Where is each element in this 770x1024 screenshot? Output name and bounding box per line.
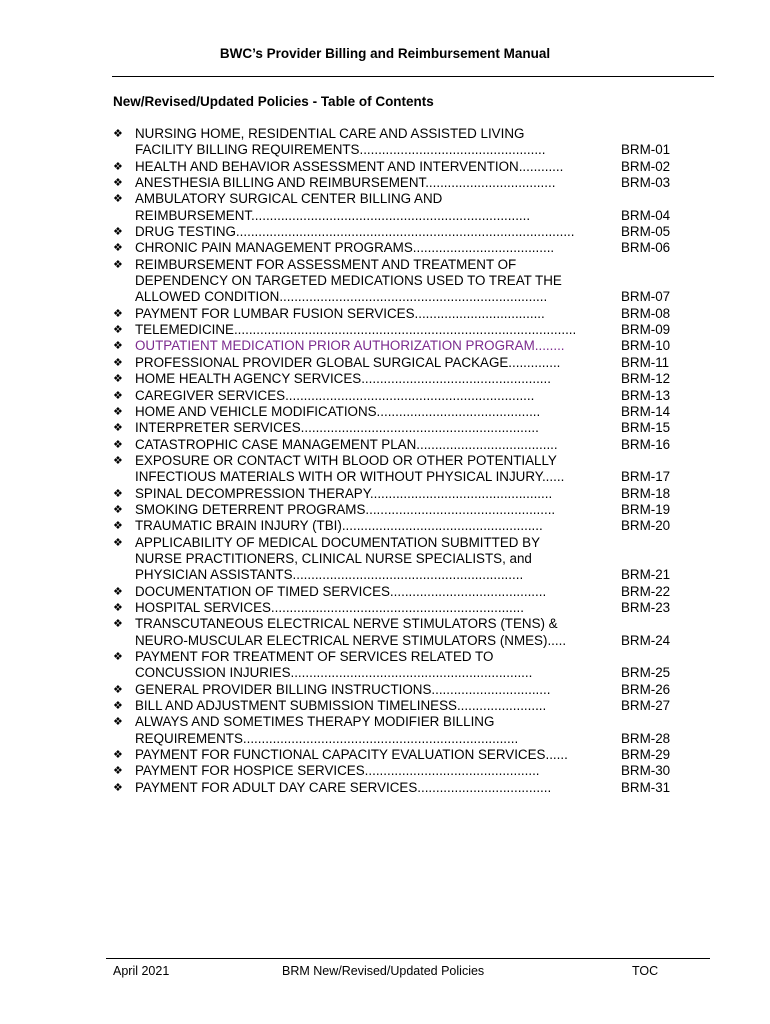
toc-entry-page-code: BRM-23 <box>621 599 671 615</box>
toc-entry <box>113 453 673 486</box>
toc-entry-text: CATASTROPHIC CASE MANAGEMENT PLAN...................................... <box>135 436 558 452</box>
diamond-bullet-icon: ❖ <box>113 160 123 173</box>
toc-entry-page-code: BRM-20 <box>621 518 671 534</box>
toc-entry-page-code: BRM-17 <box>621 469 671 485</box>
toc-entry <box>113 698 673 714</box>
footer-divider <box>106 958 710 959</box>
diamond-bullet-icon: ❖ <box>113 258 123 271</box>
toc-entry-text: SPINAL DECOMPRESSION THERAPY................................................. <box>135 485 553 501</box>
diamond-bullet-icon: ❖ <box>113 193 123 206</box>
toc-entry-page-code: BRM-22 <box>621 583 671 599</box>
diamond-bullet-icon: ❖ <box>113 405 123 418</box>
toc-entry <box>113 714 673 747</box>
table-of-contents <box>113 126 673 796</box>
diamond-bullet-icon: ❖ <box>113 242 123 255</box>
toc-entry-text: INFECTIOUS MATERIALS WITH OR WITHOUT PHYSICAL INJURY...... <box>135 469 565 485</box>
diamond-bullet-icon: ❖ <box>113 177 123 190</box>
toc-entry-text: HOME HEALTH AGENCY SERVICES................................................... <box>135 371 551 387</box>
toc-entry <box>113 502 673 518</box>
toc-entry-text: EXPOSURE OR CONTACT WITH BLOOD OR OTHER POTENTIALLY <box>135 452 557 468</box>
toc-entry <box>113 584 673 600</box>
toc-entry-page-code: BRM-03 <box>621 175 671 191</box>
toc-entry-page-code: BRM-25 <box>621 665 671 681</box>
toc-entry-page-code: BRM-26 <box>621 681 671 697</box>
toc-entry-page-code: BRM-07 <box>621 289 671 305</box>
toc-entry-page-code: BRM-29 <box>621 747 671 763</box>
diamond-bullet-icon: ❖ <box>113 422 123 435</box>
toc-entry-page-code: BRM-31 <box>621 779 671 795</box>
toc-entry-text: NURSE PRACTITIONERS, CLINICAL NURSE SPECIALISTS, and <box>135 550 532 566</box>
diamond-bullet-icon: ❖ <box>113 618 123 631</box>
toc-entry-page-code: BRM-04 <box>621 207 671 223</box>
diamond-bullet-icon: ❖ <box>113 389 123 402</box>
diamond-bullet-icon: ❖ <box>113 683 123 696</box>
toc-entry <box>113 616 673 649</box>
toc-entry <box>113 126 673 159</box>
toc-entry-text: PAYMENT FOR FUNCTIONAL CAPACITY EVALUATION SERVICES...... <box>135 747 568 763</box>
toc-entry-text: CONCUSSION INJURIES................................................................. <box>135 665 533 681</box>
toc-entry-text: GENERAL PROVIDER BILLING INSTRUCTIONS................................ <box>135 681 551 697</box>
diamond-bullet-icon: ❖ <box>113 536 123 549</box>
diamond-bullet-icon: ❖ <box>113 700 123 713</box>
diamond-bullet-icon: ❖ <box>113 601 123 614</box>
toc-entry-text: DOCUMENTATION OF TIMED SERVICES.......................................... <box>135 583 547 599</box>
toc-entry-page-code: BRM-09 <box>621 322 671 338</box>
toc-entry-text: PAYMENT FOR ADULT DAY CARE SERVICES.................................... <box>135 779 552 795</box>
toc-entry <box>113 600 673 616</box>
diamond-bullet-icon: ❖ <box>113 781 123 794</box>
toc-entry-page-code: BRM-05 <box>621 224 671 240</box>
toc-entry-page-code: BRM-10 <box>621 338 671 354</box>
diamond-bullet-icon: ❖ <box>113 487 123 500</box>
footer-section: BRM New/Revised/Updated Policies <box>282 964 485 978</box>
diamond-bullet-icon: ❖ <box>113 340 123 353</box>
toc-entry-text: HOSPITAL SERVICES.................................................................... <box>135 599 524 615</box>
toc-entry-page-code: BRM-21 <box>621 567 671 583</box>
toc-entry <box>113 257 673 306</box>
toc-entry-text: TRAUMATIC BRAIN INJURY (TBI)...................................................... <box>135 518 543 534</box>
toc-entry-text: REQUIREMENTS.......................................................................... <box>135 730 519 746</box>
toc-entry-text: PAYMENT FOR LUMBAR FUSION SERVICES................................... <box>135 305 545 321</box>
toc-entry <box>113 175 673 191</box>
toc-entry <box>113 486 673 502</box>
toc-entry-page-code: BRM-11 <box>621 354 670 370</box>
toc-entry-text: HOME AND VEHICLE MODIFICATIONS............................................ <box>135 403 541 419</box>
diamond-bullet-icon: ❖ <box>113 454 123 467</box>
diamond-bullet-icon: ❖ <box>113 503 123 516</box>
diamond-bullet-icon: ❖ <box>113 128 123 140</box>
toc-entry <box>113 191 673 224</box>
toc-entry-page-code: BRM-30 <box>621 763 671 779</box>
toc-entry-text: NEURO-MUSCULAR ELECTRICAL NERVE STIMULATORS (NMES)..... <box>135 632 567 648</box>
toc-entry <box>113 388 673 404</box>
diamond-bullet-icon: ❖ <box>113 324 123 337</box>
toc-entry-text: PAYMENT FOR HOSPICE SERVICES............................................... <box>135 763 540 779</box>
toc-entry-text: NURSING HOME, RESIDENTIAL CARE AND ASSISTED LIVING <box>135 126 525 141</box>
toc-entry <box>113 355 673 371</box>
toc-entry-page-code: BRM-02 <box>621 158 671 174</box>
toc-entry-page-code: BRM-19 <box>621 501 671 517</box>
diamond-bullet-icon: ❖ <box>113 749 123 762</box>
toc-entry-text: INTERPRETER SERVICES................................................................ <box>135 420 539 436</box>
toc-entry <box>113 763 673 779</box>
diamond-bullet-icon: ❖ <box>113 585 123 598</box>
toc-entry-page-code: BRM-18 <box>621 485 671 501</box>
diamond-bullet-icon: ❖ <box>113 520 123 533</box>
toc-entry <box>113 518 673 534</box>
toc-entry <box>113 306 673 322</box>
toc-entry-page-code: BRM-06 <box>621 240 671 256</box>
toc-entry-page-code: BRM-27 <box>621 698 671 714</box>
toc-entry-page-code: BRM-12 <box>621 371 671 387</box>
footer-page: TOC <box>632 964 659 978</box>
toc-entry-text: PHYSICIAN ASSISTANTS.............................................................. <box>135 567 524 583</box>
toc-entry-page-code: BRM-16 <box>621 436 671 452</box>
toc-entry-text: AMBULATORY SURGICAL CENTER BILLING AND <box>135 191 443 207</box>
toc-entry <box>113 747 673 763</box>
toc-title: New/Revised/Updated Policies - Table of Contents <box>113 94 434 109</box>
diamond-bullet-icon: ❖ <box>113 356 123 369</box>
toc-entry-text: BILL AND ADJUSTMENT SUBMISSION TIMELINESS........................ <box>135 698 547 714</box>
toc-entry[interactable] <box>113 338 673 354</box>
toc-entry <box>113 682 673 698</box>
document-header-title: BWC’s Provider Billing and Reimbursement Manual <box>219 46 551 61</box>
toc-entry-text: CHRONIC PAIN MANAGEMENT PROGRAMS...................................... <box>135 240 555 256</box>
header-divider <box>112 76 714 77</box>
toc-entry <box>113 322 673 338</box>
toc-entry <box>113 535 673 584</box>
toc-entry-page-code: BRM-08 <box>621 305 671 321</box>
toc-entry-text: OUTPATIENT MEDICATION PRIOR AUTHORIZATION PROGRAM........ <box>135 338 565 354</box>
toc-entry <box>113 404 673 420</box>
toc-entry-page-code: BRM-24 <box>621 632 671 648</box>
footer-date: April 2021 <box>113 964 170 978</box>
toc-entry <box>113 240 673 256</box>
toc-entry <box>113 437 673 453</box>
toc-entry-text: ALLOWED CONDITION........................................................................ <box>135 289 548 305</box>
diamond-bullet-icon: ❖ <box>113 307 123 320</box>
toc-entry <box>113 649 673 682</box>
toc-entry-text: ANESTHESIA BILLING AND REIMBURSEMENT................................... <box>135 175 556 191</box>
diamond-bullet-icon: ❖ <box>113 373 123 386</box>
toc-entry-page-code: BRM-15 <box>621 420 671 436</box>
toc-entry <box>113 371 673 387</box>
toc-entry-page-code: BRM-28 <box>621 730 671 746</box>
toc-entry-text: DRUG TESTING........................................................................................... <box>135 224 575 240</box>
toc-entry-text: REIMBURSEMENT FOR ASSESSMENT AND TREATMENT OF <box>135 256 517 272</box>
toc-entry-page-code: BRM-13 <box>621 387 671 403</box>
diamond-bullet-icon: ❖ <box>113 716 123 729</box>
toc-entry-text: APPLICABILITY OF MEDICAL DOCUMENTATION SUBMITTED BY <box>135 534 540 550</box>
toc-entry <box>113 224 673 240</box>
toc-entry-text: PROFESSIONAL PROVIDER GLOBAL SURGICAL PACKAGE.............. <box>135 354 561 370</box>
toc-entry-text: SMOKING DETERRENT PROGRAMS................................................... <box>135 501 556 517</box>
toc-entry <box>113 420 673 436</box>
toc-entry-page-code: BRM-01 <box>621 142 671 158</box>
toc-entry-text: ALWAYS AND SOMETIMES THERAPY MODIFIER BILLING <box>135 714 495 730</box>
diamond-bullet-icon: ❖ <box>113 438 123 451</box>
diamond-bullet-icon: ❖ <box>113 226 123 239</box>
toc-entry <box>113 780 673 796</box>
toc-entry-text: TRANSCUTANEOUS ELECTRICAL NERVE STIMULATORS (TENS) & <box>135 616 558 632</box>
toc-entry-text: DEPENDENCY ON TARGETED MEDICATIONS USED TO TREAT THE <box>135 273 562 289</box>
toc-entry-page-code: BRM-14 <box>621 403 671 419</box>
diamond-bullet-icon: ❖ <box>113 651 123 663</box>
toc-entry-text: PAYMENT FOR TREATMENT OF SERVICES RELATED TO <box>135 649 494 664</box>
toc-entry-text: REIMBURSEMENT........................................................................... <box>135 207 531 223</box>
toc-entry-text: FACILITY BILLING REQUIREMENTS.................................................. <box>135 142 546 158</box>
toc-entry <box>113 159 673 175</box>
diamond-bullet-icon: ❖ <box>113 765 123 778</box>
toc-entry-text: TELEMEDICINE............................................................................................ <box>135 322 577 338</box>
toc-entry-text: CAREGIVER SERVICES................................................................... <box>135 387 535 403</box>
toc-entry-text: HEALTH AND BEHAVIOR ASSESSMENT AND INTERVENTION............ <box>135 158 564 174</box>
